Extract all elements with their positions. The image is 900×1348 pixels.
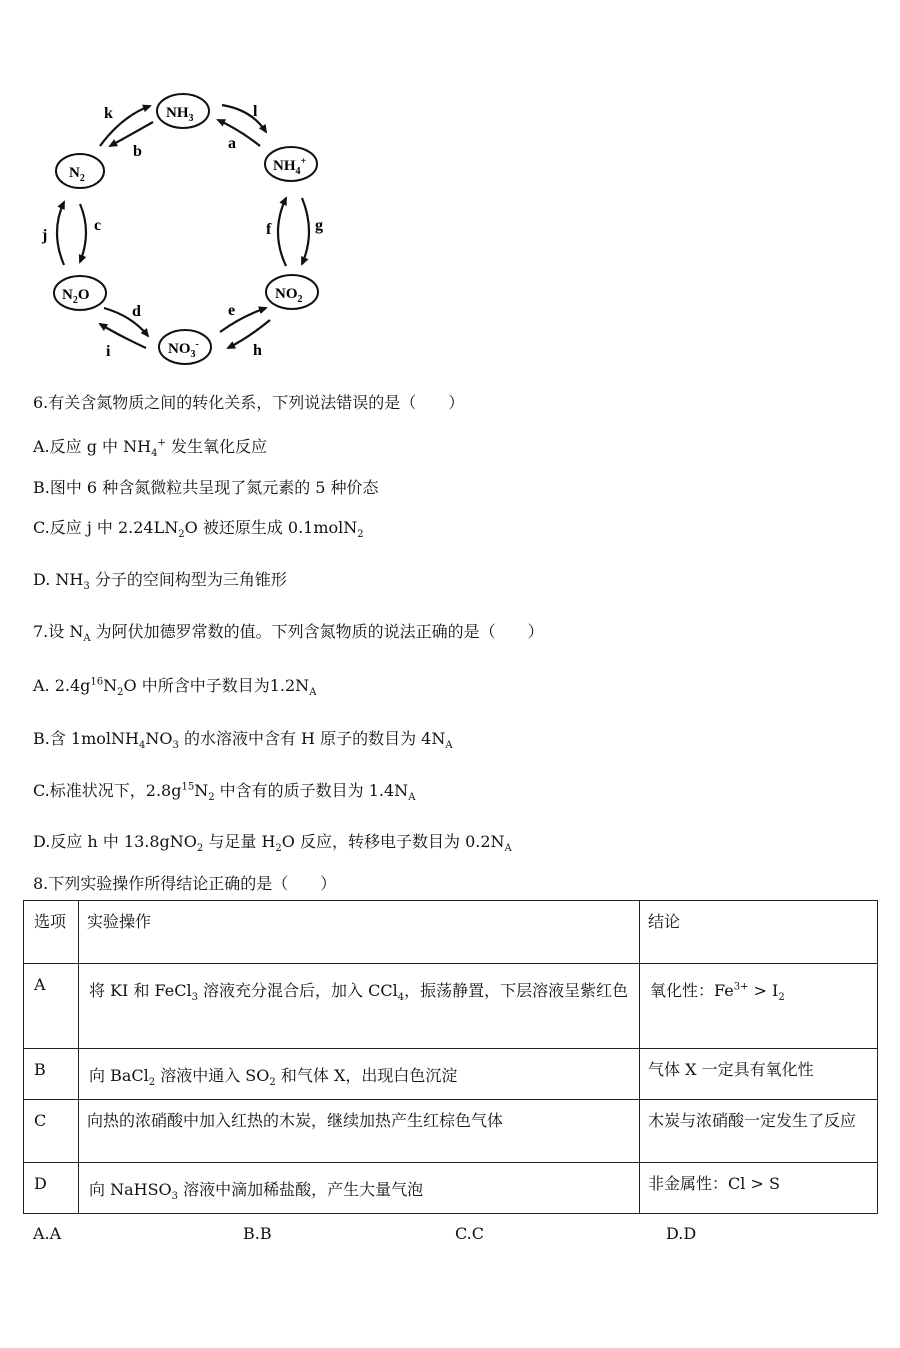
row-operation: 向 NaHSO$_3$ 溶液中滴加稀盐酸，产生大量气泡: [79, 1163, 640, 1214]
header-conclusion: 结论: [640, 901, 878, 964]
label-i: i: [106, 343, 111, 360]
label-h: h: [253, 342, 262, 359]
arrow-a: [218, 120, 260, 146]
q6-stem: 6.有关含氮物质之间的转化关系，下列说法错误的是（ ）: [33, 393, 465, 412]
row-conclusion: 非金属性：Cl > S: [640, 1163, 878, 1214]
q8-answer-options: [33, 1224, 883, 1246]
table-header-row: [24, 901, 878, 964]
arrow-g: [302, 198, 309, 264]
row-operation: 向 BaCl$_2$ 溶液中通入 $SO_2$ 和气体 X，出现白色沉淀: [79, 1049, 640, 1100]
row-operation: 向热的浓硝酸中加入红热的木炭，继续加热产生红棕色气体: [79, 1100, 640, 1163]
svg-text:N2O: $N_2O$: [62, 287, 90, 306]
q6-option-a: A.反应 g 中 $NH_4^+$ 发生氧化反应: [33, 437, 267, 460]
q7-option-a: A. $2.4g^{16}N_2O$ 中所含中子数目为$1.2N_A$: [33, 676, 317, 699]
q6-option-d: D. $NH_3$ 分子的空间构型为三角锥形: [33, 570, 287, 593]
label-a: a: [228, 135, 236, 152]
row-conclusion: 氧化性：$Fe^{3+} > I_2$: [640, 964, 878, 1049]
label-c: c: [94, 217, 102, 234]
table-row: [24, 1163, 878, 1214]
svg-text:NH4+: $NH_4^+$: [273, 156, 307, 177]
arrow-b: [110, 122, 153, 146]
table-row: [24, 1100, 878, 1163]
q7-option-c: C.标准状况下，$2.8g^{15}N_2$ 中含有的质子数目为 $1.4N_A$: [33, 781, 416, 804]
row-conclusion: 气体 X 一定具有氧化性: [640, 1049, 878, 1100]
label-g: g: [315, 217, 323, 234]
node-nh4: [265, 147, 317, 181]
arrow-h: [228, 320, 270, 348]
answer-d: D.D: [666, 1224, 697, 1243]
svg-text:NH3: $NH_3$: [166, 105, 194, 124]
label-e: e: [228, 302, 236, 319]
answer-c: C.C: [455, 1224, 484, 1243]
svg-text:NO2: $NO_2$: [275, 286, 303, 305]
label-k: k: [104, 105, 113, 122]
node-nh3: [157, 94, 209, 128]
node-no2: [266, 275, 318, 309]
q8-stem: 8.下列实验操作所得结论正确的是（ ）: [33, 874, 337, 893]
row-option: C: [24, 1100, 79, 1163]
label-f: f: [266, 221, 272, 238]
arrow-c: [80, 204, 86, 262]
q6-option-b: B.图中 6 种含氮微粒共呈现了氮元素的 5 种价态: [33, 478, 379, 497]
row-operation: 将 KI 和 FeCl$_3$ 溶液充分混合后，加入 CCl$_4$，振荡静置，下层溶液呈紫红色: [79, 964, 640, 1049]
header-option: 选项: [24, 901, 79, 964]
table-row: [24, 964, 878, 1049]
row-conclusion: 木炭与浓硝酸一定发生了反应: [640, 1100, 878, 1163]
experiment-table: [23, 900, 878, 1214]
arrow-f: [278, 198, 286, 266]
answer-b: B.B: [243, 1224, 272, 1243]
label-b: b: [133, 143, 142, 160]
q7-option-d: D.反应 h 中 13.8gNO$_2$ 与足量 $H_2O$ 反应，转移电子数目为 $0.2N_A$: [33, 832, 512, 855]
q7-stem: 7.设 $N_A$ 为阿伏加德罗常数的值。下列含氮物质的说法正确的是（ ）: [33, 622, 544, 645]
arrow-j: [57, 202, 64, 265]
node-no3: [159, 330, 211, 364]
label-d: d: [132, 303, 141, 320]
arrow-d: [104, 308, 148, 336]
label-j: j: [42, 227, 48, 244]
q6-option-c: C.反应 j 中 $2.24LN_2O$ 被还原生成 0.1molN$_2$: [33, 518, 364, 541]
header-operation: 实验操作: [79, 901, 640, 964]
svg-text:N2: $N_2$: [69, 165, 85, 184]
arrow-l: [222, 105, 266, 132]
row-option: A: [24, 964, 79, 1049]
table-row: [24, 1049, 878, 1100]
node-n2o: [54, 276, 106, 310]
answer-a: A.A: [33, 1224, 62, 1243]
nitrogen-cycle-svg: [40, 80, 340, 375]
q7-option-b: B.含 $1molNH_4NO_3$ 的水溶液中含有 H 原子的数目为 $4N_A$: [33, 729, 453, 752]
nitrogen-cycle-diagram: [40, 80, 340, 375]
node-n2: [56, 154, 104, 188]
row-option: D: [24, 1163, 79, 1214]
label-l: l: [253, 103, 258, 120]
svg-text:NO3-: $NO_3^-$: [168, 339, 199, 360]
row-option: B: [24, 1049, 79, 1100]
